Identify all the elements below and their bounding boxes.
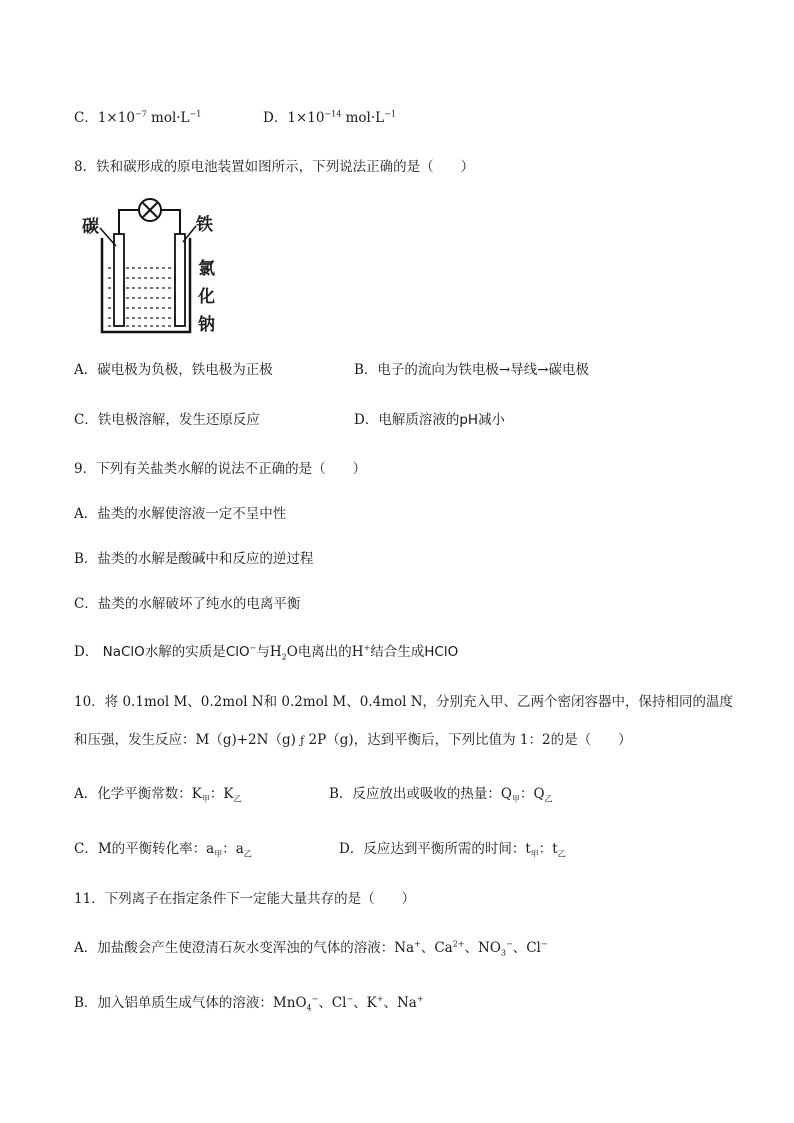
label-solution-1: 氯 xyxy=(198,259,215,279)
q8-option-d-pre: D．电解质溶液的 xyxy=(354,412,460,428)
q9-d-o: O xyxy=(286,644,298,660)
q9-d-h-sub: 2 xyxy=(281,652,287,662)
q7-option-c xyxy=(74,108,201,128)
q9-d-hclo: HClO xyxy=(424,644,459,660)
q9-d-mid1: 水解的实质是 xyxy=(144,644,226,660)
q10-b-pre: B．反应放出或吸收的热量：Q xyxy=(329,786,512,802)
q10-a-sub2: 乙 xyxy=(233,794,242,804)
label-carbon: 碳 xyxy=(82,217,99,237)
q11-a-no-sub: 3 xyxy=(500,948,506,958)
q10-c-mid: ：a xyxy=(222,841,244,857)
q11-b-sep3: 、Na xyxy=(383,995,417,1011)
q7-option-d-unit-exp: −1 xyxy=(384,109,396,119)
q11-b-sep1: 、Cl xyxy=(318,995,347,1011)
q10-c-sub2: 乙 xyxy=(243,849,252,859)
q11-a-na-exp: + xyxy=(414,939,421,949)
q10-a-pre: A．化学平衡常数：K xyxy=(74,786,202,802)
q10-stem-line1: 10．将 0.1mol M、0.2mol N和 0.2mol M、0.4mol N，分别充入甲、乙两个密闭容器中，保持相同的温度 xyxy=(74,694,734,710)
q10-d-mid: ：t xyxy=(538,841,558,857)
q10-stem-line2-post: 2P（g)，达到平衡后，下列比值为 1：2的是（ ） xyxy=(308,732,632,748)
q10-b-sub2: 乙 xyxy=(544,794,553,804)
q11-option-b xyxy=(74,993,424,1013)
q11-b-cl-exp: − xyxy=(346,994,354,1004)
q9-d-mid3: 电离出的 xyxy=(297,644,352,660)
q10-c-sub1: 甲 xyxy=(214,849,223,859)
q11-b-mno-exp: − xyxy=(311,994,319,1004)
q9-d-clo-exp: − xyxy=(249,643,257,653)
q11-a-cl-exp: − xyxy=(540,939,548,949)
q10-option-b xyxy=(329,784,553,804)
wire-left xyxy=(119,210,138,234)
q11-a-ca-exp: 2+ xyxy=(452,939,465,949)
wire-right xyxy=(162,210,180,234)
label-iron: 铁 xyxy=(196,215,213,235)
equilibrium-arrow: ƒ xyxy=(300,734,305,747)
q9-d-hplus-exp: + xyxy=(363,643,371,653)
q9-d-mid4: 结合生成 xyxy=(370,644,425,660)
q10-option-c xyxy=(74,839,252,859)
q9-stem: 9．下列有关盐类水解的说法不正确的是（ ） xyxy=(74,461,367,477)
q11-stem: 11．下列离子在指定条件下一定能大量共存的是（ ） xyxy=(74,891,416,907)
q9-d-pre: D． xyxy=(74,644,99,660)
q11-a-sep3: 、Cl xyxy=(512,940,541,956)
q11-b-na-exp: + xyxy=(416,994,424,1004)
label-solution-3: 钠 xyxy=(198,315,215,335)
q10-d-sub2: 乙 xyxy=(557,849,566,859)
q11-b-sep2: 、K xyxy=(353,995,377,1011)
q10-d-sub1: 甲 xyxy=(530,849,539,859)
q7-option-c-unit: mol·L xyxy=(151,110,190,126)
q8-option-d xyxy=(354,410,505,430)
q11-b-pre: B．加入铝单质生成气体的溶液：MnO xyxy=(74,995,307,1011)
carbon-electrode xyxy=(114,234,124,326)
q7-option-d-text: D．1×10 xyxy=(263,110,325,126)
iron-electrode xyxy=(175,234,185,326)
q8-option-a: A．碳电极为负极，铁电极为正极 xyxy=(74,362,273,378)
q11-option-a xyxy=(74,938,548,958)
q10-b-sub1: 甲 xyxy=(512,794,520,804)
q9-d-mid2: 与 xyxy=(256,644,270,660)
q10-stem-line2-pre: 和压强，发生反应：M（g)+2N（g) xyxy=(74,732,296,748)
q7-option-d-exp: −14 xyxy=(324,109,342,119)
q7-option-d xyxy=(263,108,396,128)
q11-b-mno-sub: 4 xyxy=(306,1003,312,1013)
q8-option-b: B．电子的流向为铁电极→导线→碳电极 xyxy=(354,362,590,378)
q7-option-c-unit-exp: −1 xyxy=(189,109,202,119)
q9-option-c: C．盐类的水解破坏了纯水的电离平衡 xyxy=(74,596,301,612)
q8-option-c: C．铁电极溶解，发生还原反应 xyxy=(74,412,260,428)
q9-option-d xyxy=(74,642,458,662)
q8-option-d-post: 减小 xyxy=(478,412,506,428)
q10-option-d xyxy=(339,839,566,859)
q11-a-no-exp: − xyxy=(506,939,513,949)
q7-option-c-exp: −7 xyxy=(134,109,147,119)
q11-a-sep1: 、Ca xyxy=(420,940,453,956)
q11-b-k-exp: + xyxy=(376,994,384,1004)
q10-stem-line2 xyxy=(74,730,632,751)
q8-stem: 8．铁和碳形成的原电池装置如图所示，下列说法正确的是（ ） xyxy=(74,159,475,175)
q10-c-pre: C．M的平衡转化率：a xyxy=(74,841,215,857)
q8-option-d-ph: pH xyxy=(459,412,479,428)
q10-b-mid: ：Q xyxy=(520,786,545,802)
q9-d-h: H xyxy=(269,644,282,660)
q9-d-naclo: NaClO xyxy=(102,644,145,660)
q11-a-pre: A．加盐酸会产生使澄清石灰水变浑浊的气体的溶液：Na xyxy=(74,940,415,956)
label-solution-2: 化 xyxy=(198,287,215,307)
q7-option-c-text: C．1×10 xyxy=(74,110,135,126)
q10-a-mid: ：K xyxy=(209,786,234,802)
q10-a-sub1: 甲 xyxy=(201,794,210,804)
q7-option-d-unit: mol·L xyxy=(345,110,385,126)
q10-d-pre: D．反应达到平衡所需的时间：t xyxy=(339,841,531,857)
q11-a-sep2: 、NO xyxy=(464,940,501,956)
q9-d-clo: ClO xyxy=(225,644,250,660)
q9-d-hplus: H xyxy=(351,644,364,660)
q10-option-a xyxy=(74,784,241,804)
q9-option-b: B．盐类的水解是酸碱中和反应的逆过程 xyxy=(74,551,314,567)
q9-option-a: A．盐类的水解使溶液一定不呈中性 xyxy=(74,506,287,522)
galvanic-cell-figure xyxy=(82,198,226,338)
